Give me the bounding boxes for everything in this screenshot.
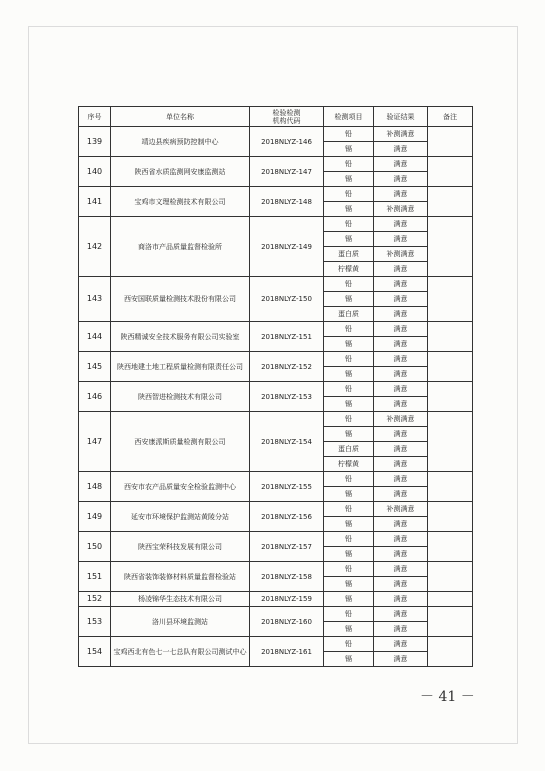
cell-seq: 145 xyxy=(79,352,111,382)
cell-remark xyxy=(428,562,473,592)
cell-unit-name: 洛川县环境监测站 xyxy=(111,607,250,637)
cell-test-item: 镉 xyxy=(324,292,374,307)
cell-seq: 152 xyxy=(79,592,111,607)
cell-code: 2018NLYZ-151 xyxy=(250,322,324,352)
cell-unit-name: 陕西精诚安全技术服务有限公司实验室 xyxy=(111,322,250,352)
cell-remark xyxy=(428,127,473,157)
table-row xyxy=(79,502,473,517)
cell-result: 满意 xyxy=(374,292,428,307)
table-row xyxy=(79,532,473,547)
cell-seq: 143 xyxy=(79,277,111,322)
cell-test-item: 铅 xyxy=(324,607,374,622)
cell-result: 满意 xyxy=(374,562,428,577)
cell-remark xyxy=(428,277,473,322)
cell-unit-name: 陕西宝荣科技发展有限公司 xyxy=(111,532,250,562)
cell-test-item: 镉 xyxy=(324,487,374,502)
table-row xyxy=(79,607,473,622)
header-seq: 序号 xyxy=(79,107,111,127)
cell-test-item: 铅 xyxy=(324,127,374,142)
cell-remark xyxy=(428,382,473,412)
cell-code: 2018NLYZ-150 xyxy=(250,277,324,322)
cell-test-item: 镉 xyxy=(324,367,374,382)
cell-remark xyxy=(428,592,473,607)
cell-test-item: 铅 xyxy=(324,217,374,232)
cell-result: 满意 xyxy=(374,277,428,292)
table-row xyxy=(79,472,473,487)
cell-remark xyxy=(428,217,473,277)
cell-test-item: 柠檬黄 xyxy=(324,457,374,472)
cell-unit-name: 陕西省水质监测网安康监测站 xyxy=(111,157,250,187)
cell-test-item: 铅 xyxy=(324,157,374,172)
cell-result: 满意 xyxy=(374,442,428,457)
table-row xyxy=(79,637,473,652)
cell-code: 2018NLYZ-158 xyxy=(250,562,324,592)
cell-remark xyxy=(428,532,473,562)
cell-result: 满意 xyxy=(374,622,428,637)
cell-result: 满意 xyxy=(374,427,428,442)
cell-test-item: 铅 xyxy=(324,532,374,547)
cell-result: 满意 xyxy=(374,142,428,157)
cell-result: 满意 xyxy=(374,157,428,172)
cell-test-item: 铅 xyxy=(324,322,374,337)
cell-result: 满意 xyxy=(374,172,428,187)
cell-result: 满意 xyxy=(374,367,428,382)
cell-result: 补测满意 xyxy=(374,502,428,517)
cell-test-item: 镉 xyxy=(324,517,374,532)
cell-code: 2018NLYZ-148 xyxy=(250,187,324,217)
cell-code: 2018NLYZ-157 xyxy=(250,532,324,562)
cell-result: 满意 xyxy=(374,217,428,232)
cell-seq: 151 xyxy=(79,562,111,592)
table-row xyxy=(79,382,473,397)
cell-result: 补测满意 xyxy=(374,412,428,427)
cell-remark xyxy=(428,637,473,667)
cell-test-item: 镉 xyxy=(324,577,374,592)
cell-seq: 149 xyxy=(79,502,111,532)
cell-test-item: 镉 xyxy=(324,142,374,157)
cell-test-item: 铅 xyxy=(324,277,374,292)
cell-unit-name: 西安市农产品质量安全检验监测中心 xyxy=(111,472,250,502)
cell-remark xyxy=(428,187,473,217)
cell-test-item: 镉 xyxy=(324,652,374,667)
cell-test-item: 镉 xyxy=(324,202,374,217)
cell-result: 满意 xyxy=(374,592,428,607)
cell-result: 补测满意 xyxy=(374,247,428,262)
cell-code: 2018NLYZ-160 xyxy=(250,607,324,637)
cell-code: 2018NLYZ-156 xyxy=(250,502,324,532)
table-body xyxy=(79,127,473,667)
cell-seq: 146 xyxy=(79,382,111,412)
header-item: 检测项目 xyxy=(324,107,374,127)
header-row xyxy=(79,107,473,127)
cell-test-item: 镉 xyxy=(324,397,374,412)
cell-result: 满意 xyxy=(374,547,428,562)
cell-code: 2018NLYZ-152 xyxy=(250,352,324,382)
cell-unit-name: 西安康派斯质量检测有限公司 xyxy=(111,412,250,472)
cell-unit-name: 陕西地建土地工程质量检测有限责任公司 xyxy=(111,352,250,382)
cell-unit-name: 宝鸡市文理检测技术有限公司 xyxy=(111,187,250,217)
cell-test-item: 镉 xyxy=(324,427,374,442)
cell-remark xyxy=(428,352,473,382)
cell-unit-name: 陕西智进检测技术有限公司 xyxy=(111,382,250,412)
cell-seq: 147 xyxy=(79,412,111,472)
cell-unit-name: 西安国联质量检测技术股份有限公司 xyxy=(111,277,250,322)
cell-code: 2018NLYZ-154 xyxy=(250,412,324,472)
cell-result: 满意 xyxy=(374,232,428,247)
cell-code: 2018NLYZ-153 xyxy=(250,382,324,412)
table-row xyxy=(79,277,473,292)
cell-result: 补测满意 xyxy=(374,127,428,142)
cell-test-item: 镉 xyxy=(324,622,374,637)
cell-result: 满意 xyxy=(374,382,428,397)
cell-test-item: 铅 xyxy=(324,502,374,517)
cell-test-item: 蛋白质 xyxy=(324,442,374,457)
cell-test-item: 镉 xyxy=(324,592,374,607)
cell-result: 满意 xyxy=(374,652,428,667)
cell-code: 2018NLYZ-159 xyxy=(250,592,324,607)
cell-test-item: 铅 xyxy=(324,412,374,427)
cell-seq: 148 xyxy=(79,472,111,502)
cell-result: 满意 xyxy=(374,457,428,472)
cell-unit-name: 陕西省装饰装修材料质量监督检验站 xyxy=(111,562,250,592)
cell-code: 2018NLYZ-161 xyxy=(250,637,324,667)
cell-unit-name: 商洛市产品质量监督检验所 xyxy=(111,217,250,277)
table-row xyxy=(79,217,473,232)
table-row xyxy=(79,127,473,142)
cell-unit-name: 宝鸡西北有色七一七总队有限公司测试中心 xyxy=(111,637,250,667)
cell-result: 满意 xyxy=(374,262,428,277)
cell-seq: 154 xyxy=(79,637,111,667)
cell-seq: 150 xyxy=(79,532,111,562)
cell-result: 满意 xyxy=(374,352,428,367)
header-result: 验证结果 xyxy=(374,107,428,127)
cell-code: 2018NLYZ-147 xyxy=(250,157,324,187)
header-unit: 单位名称 xyxy=(111,107,250,127)
table-row xyxy=(79,592,473,607)
header-code: 检验检测 机构代码 xyxy=(250,107,324,127)
cell-code: 2018NLYZ-149 xyxy=(250,217,324,277)
cell-remark xyxy=(428,502,473,532)
cell-remark xyxy=(428,322,473,352)
cell-result: 满意 xyxy=(374,307,428,322)
results-table xyxy=(78,106,473,667)
table-row xyxy=(79,187,473,202)
cell-test-item: 镉 xyxy=(324,337,374,352)
cell-result: 满意 xyxy=(374,322,428,337)
cell-seq: 140 xyxy=(79,157,111,187)
cell-test-item: 镉 xyxy=(324,232,374,247)
cell-result: 满意 xyxy=(374,532,428,547)
cell-remark xyxy=(428,412,473,472)
cell-result: 满意 xyxy=(374,637,428,652)
cell-result: 满意 xyxy=(374,337,428,352)
table-row xyxy=(79,352,473,367)
cell-result: 满意 xyxy=(374,517,428,532)
cell-seq: 141 xyxy=(79,187,111,217)
cell-result: 满意 xyxy=(374,397,428,412)
cell-unit-name: 靖边县疾病预防控制中心 xyxy=(111,127,250,157)
cell-test-item: 镉 xyxy=(324,547,374,562)
cell-result: 满意 xyxy=(374,487,428,502)
cell-result: 满意 xyxy=(374,472,428,487)
cell-test-item: 铅 xyxy=(324,382,374,397)
cell-code: 2018NLYZ-155 xyxy=(250,472,324,502)
cell-test-item: 铅 xyxy=(324,562,374,577)
cell-test-item: 铅 xyxy=(324,472,374,487)
cell-result: 补测满意 xyxy=(374,202,428,217)
cell-seq: 144 xyxy=(79,322,111,352)
cell-seq: 142 xyxy=(79,217,111,277)
cell-remark xyxy=(428,157,473,187)
cell-result: 满意 xyxy=(374,187,428,202)
cell-test-item: 蛋白质 xyxy=(324,307,374,322)
page-number: － 41 － xyxy=(420,689,475,705)
cell-unit-name: 杨凌锦华生态技术有限公司 xyxy=(111,592,250,607)
cell-test-item: 蛋白质 xyxy=(324,247,374,262)
cell-unit-name: 延安市环境保护监测站黄陵分站 xyxy=(111,502,250,532)
cell-result: 满意 xyxy=(374,577,428,592)
table-row xyxy=(79,157,473,172)
cell-remark xyxy=(428,607,473,637)
cell-test-item: 铅 xyxy=(324,187,374,202)
table-row xyxy=(79,322,473,337)
cell-test-item: 柠檬黄 xyxy=(324,262,374,277)
cell-seq: 153 xyxy=(79,607,111,637)
cell-seq: 139 xyxy=(79,127,111,157)
table-row xyxy=(79,412,473,427)
cell-test-item: 铅 xyxy=(324,637,374,652)
cell-result: 满意 xyxy=(374,607,428,622)
table-row xyxy=(79,562,473,577)
cell-test-item: 镉 xyxy=(324,172,374,187)
cell-code: 2018NLYZ-146 xyxy=(250,127,324,157)
cell-remark xyxy=(428,472,473,502)
cell-test-item: 铅 xyxy=(324,352,374,367)
header-remark: 备注 xyxy=(428,107,473,127)
